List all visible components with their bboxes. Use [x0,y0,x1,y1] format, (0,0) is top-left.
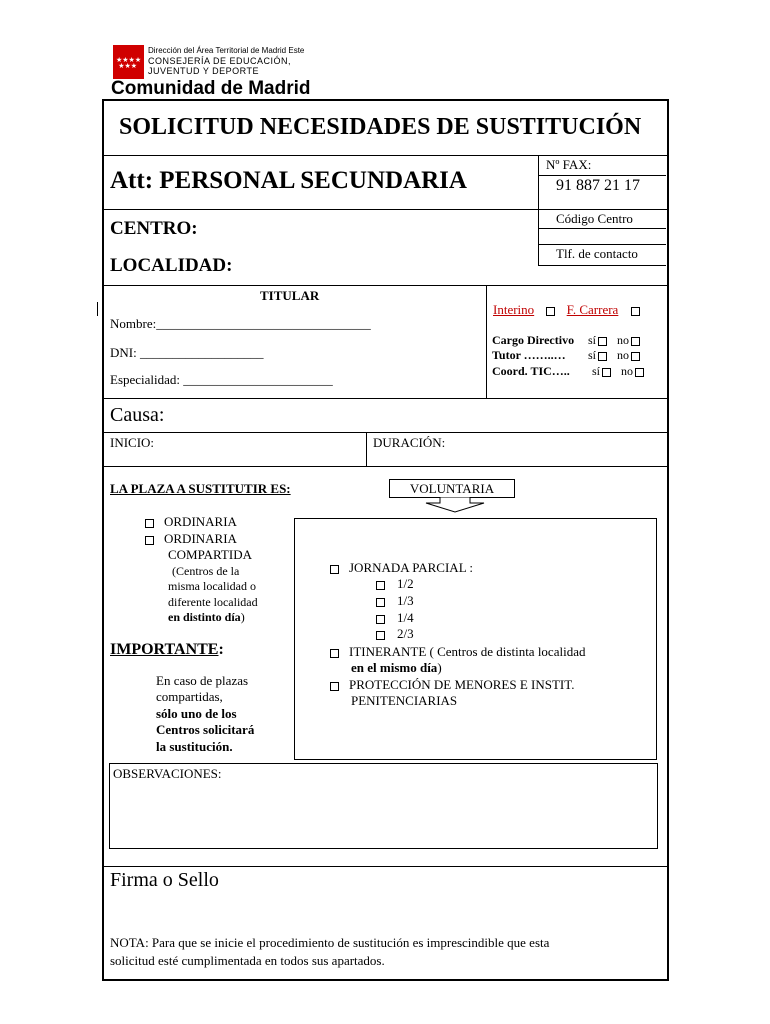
proteccion-checkbox[interactable] [330,682,339,691]
jornada-parcial-label: JORNADA PARCIAL : [349,560,474,575]
tutor-no-checkbox[interactable] [631,352,640,361]
voluntaria-options-box [294,518,657,760]
proteccion-label: PROTECCIÓN DE MENORES E INSTIT. [349,677,575,692]
firma-label: Firma o Sello [110,869,219,891]
proteccion-label-2: PENITENCIARIAS [351,693,458,708]
ordinaria-compartida-checkbox[interactable] [145,536,154,545]
nota-line-2: solicitud esté cumplimentada en todos sus apartados. [110,953,385,968]
especialidad-field[interactable]: Especialidad: _______________________ [110,372,333,387]
fraction-checkbox[interactable] [376,615,385,624]
plaza-label: LA PLAZA A SUSTITUTIR ES: [110,481,291,496]
fraction-checkbox[interactable] [376,598,385,607]
no-label: no [617,333,630,347]
itinerante-note: en el mismo día) [351,660,442,675]
si-label: sí [592,364,601,378]
nombre-field[interactable]: Nombre:_________________________________ [110,316,371,331]
importante-text-5: la sustitución. [156,739,233,754]
inicio-label: INICIO: [110,435,155,450]
cargo-si-checkbox[interactable] [598,337,607,346]
interino-label: Interino [493,302,535,317]
importante-text-1: En caso de plazas [156,673,249,688]
itinerante-option [330,644,585,660]
logo-line1: Dirección del Área Territorial de Madrid Este [148,46,305,55]
fraction-label: 2/3 [397,626,414,641]
ordinaria-option [145,514,237,530]
fraction-option-2 [376,593,414,609]
fraction-option-1 [376,576,414,592]
tutor-label: Tutor ……..… [492,348,566,362]
localidad-label: LOCALIDAD: [110,255,233,276]
organization-name: Comunidad de Madrid [111,78,311,99]
compartida-note-1: (Centros de la [172,564,240,578]
coord-no-checkbox[interactable] [635,368,644,377]
nota-line-1: NOTA: Para que se inicie el procedimiento de sustitución es imprescindible que esta [110,935,550,950]
ordinaria-checkbox[interactable] [145,519,154,528]
ordinaria-compartida-option [145,531,237,547]
f-carrera-label: F. Carrera [566,302,619,317]
jornada-parcial-option [330,560,473,576]
compartida-note-3: diferente localidad [168,595,258,609]
form-title: SOLICITUD NECESIDADES DE SUSTITUCIÓN [119,114,642,140]
importante-text-4: Centros solicitará [156,722,255,737]
causa-label: Causa: [110,404,165,426]
fax-number: 91 887 21 17 [556,177,640,194]
proteccion-option [330,677,574,693]
itinerante-label: ITINERANTE ( Centros de distinta localidad [349,644,586,659]
importante-text-3: sólo uno de los [156,706,237,721]
fraction-checkbox[interactable] [376,581,385,590]
no-label: no [617,348,630,362]
observaciones-label: OBSERVACIONES: [113,766,222,781]
f-carrera-checkbox[interactable] [631,307,640,316]
fraction-label: 1/3 [397,593,414,608]
ordinaria-label: ORDINARIA [164,514,237,529]
employment-type-row [493,302,644,318]
coord-tic-label: Coord. TIC….. [492,364,570,378]
fax-label: Nº FAX: [546,157,592,172]
coord-tic-row [492,364,648,379]
logo-line2: CONSEJERÍA DE EDUCACIÓN, [148,56,292,66]
fraction-label: 1/2 [397,576,414,591]
interino-checkbox[interactable] [546,307,555,316]
down-arrow-icon [420,497,490,513]
codigo-centro-label: Código Centro [556,211,633,226]
importante-text-2: compartidas, [156,689,223,704]
importante-heading: IMPORTANTE: [110,641,224,658]
cargo-directivo-row [492,333,644,348]
logo-line3: JUVENTUD Y DEPORTE [148,66,260,76]
tutor-row [492,348,644,363]
no-label: no [621,364,634,378]
itinerante-checkbox[interactable] [330,649,339,658]
voluntaria-label: VOLUNTARIA [409,481,495,496]
tutor-si-checkbox[interactable] [598,352,607,361]
si-label: sí [588,333,597,347]
fraction-checkbox[interactable] [376,631,385,640]
dni-field[interactable]: DNI: ___________________ [110,345,264,360]
fraction-label: 1/4 [397,610,414,625]
flag-icon: ★★★★ ★★★ [113,45,144,79]
coord-si-checkbox[interactable] [602,368,611,377]
centro-label: CENTRO: [110,218,198,239]
fraction-option-4 [376,626,414,642]
si-label: sí [588,348,597,362]
ordinaria-compartida-label: ORDINARIA [164,531,237,546]
compartida-label: COMPARTIDA [168,547,252,562]
duracion-label: DURACIÓN: [373,435,446,450]
cargo-directivo-label: Cargo Directivo [492,333,575,347]
tlf-label: Tlf. de contacto [556,246,638,261]
jornada-parcial-checkbox[interactable] [330,565,339,574]
compartida-note-4: en distinto día) [168,610,245,624]
fraction-option-3 [376,610,414,626]
att-heading: Att: PERSONAL SECUNDARIA [110,167,467,194]
cargo-no-checkbox[interactable] [631,337,640,346]
voluntaria-box [389,479,515,498]
compartida-note-2: misma localidad o [168,579,256,593]
titular-heading: TITULAR [260,288,320,303]
